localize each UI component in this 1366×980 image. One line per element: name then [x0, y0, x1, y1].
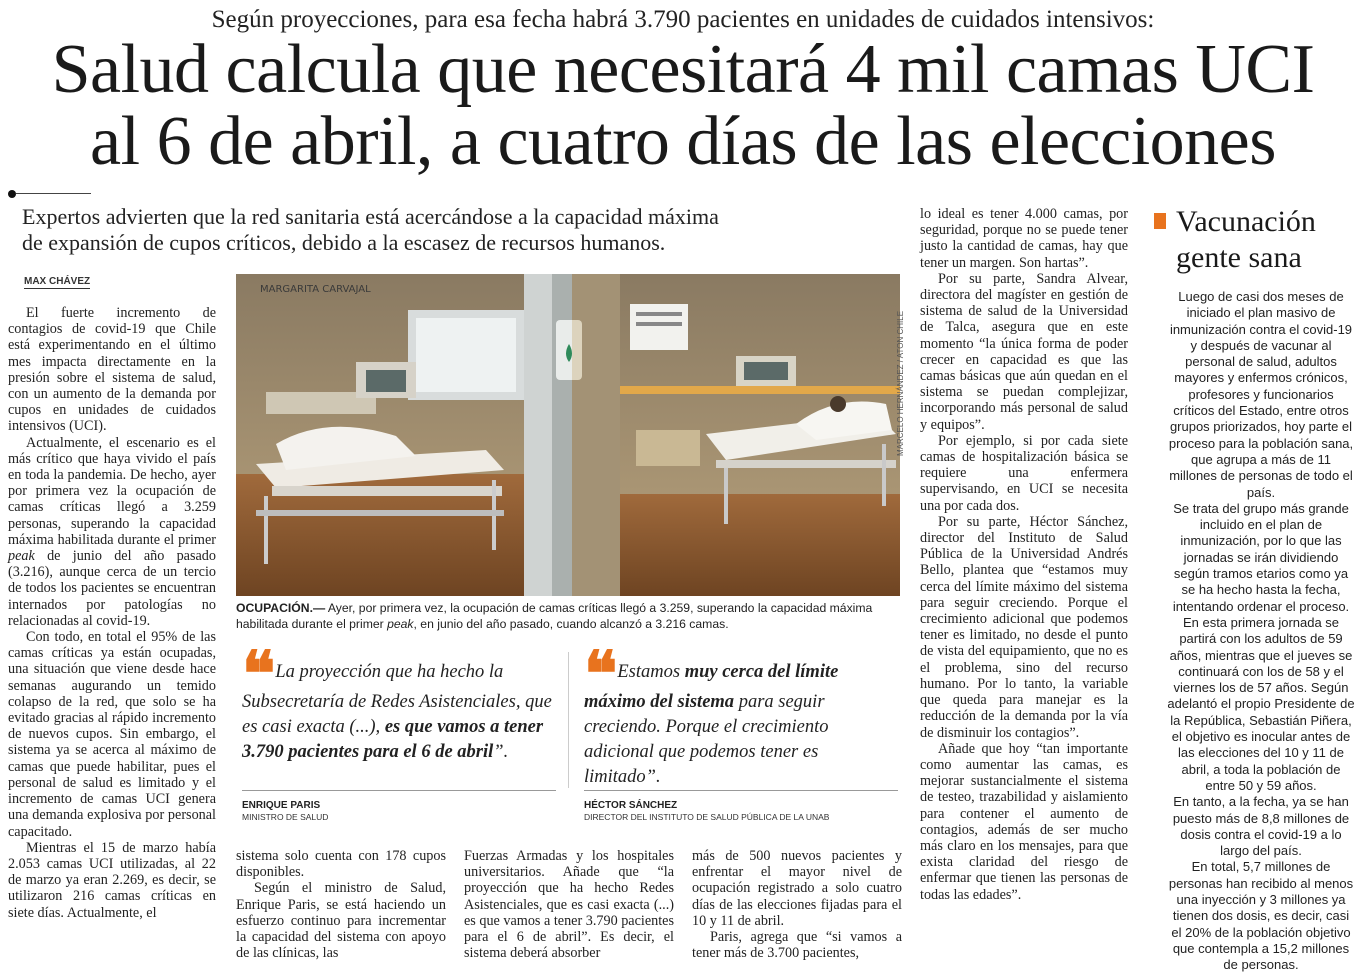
quote-mark-icon: ❝: [242, 641, 272, 709]
headline: [0, 31, 1366, 180]
photo-caption: OCUPACIÓN.— Ayer, por primera vez, la ocupación de camas críticas llegó a 3.259, superando la capacidad máxima habilitada durante el primer peak, en junio del año pasado, cuando alcanzó a 3.216 camas.: [236, 601, 873, 631]
article-column-5: [920, 206, 1128, 903]
paragraph: Se trata del grupo más grande incluido en el plan de inmunización, por lo que las jornadas se irán dividiendo según tramos etarios como ya se ha hecho hasta la fecha, intentando ordenar el proceso.: [1172, 500, 1350, 614]
kicker: Según proyecciones, para esa fecha habrá 3.790 pacientes en unidades de cuidados intensivos:: [211, 6, 1155, 33]
pull-quote-paris: ❝ La proyección que ha hecho la Subsecretaría de Redes Asistenciales, que es casi exacta (...), es que vamos a tener 3.790 pacientes para el 6 de abril”.: [242, 641, 552, 762]
article-column-4: [692, 848, 902, 961]
paragraph: Mientras el 15 de marzo había 2.053 camas UCI utilizadas, al 22 de marzo ya eran 2.269, es decir, se utilizaron 216 camas críticas en siete días. Actualmente, el: [8, 839, 216, 921]
paragraph: Añade que hoy “tan importante como aumentar las camas, es mejorar sustancialmente el sistema de testeo, trazabilidad y aislamiento para contener el aumento de contagios, además de ser mucho más claro en los mensajes, para que exista claridad del riesgo de enfermar que tienen las personas de todas las edades”.: [920, 740, 1128, 903]
byline: MAX CHÁVEZ: [24, 276, 91, 287]
paragraph: El fuerte incremento de contagios de covid-19 que Chile está experimentando en el último mes impacta directamente en la presión sobre el sistema de salud, con un aumento de la demanda por cupos en unidades de cuidados intensivos (UCI).: [8, 305, 216, 435]
paragraph: más de 500 nuevos pacientes y enfrentar el mayor nivel de ocupación registrado a solo cuatro días de las elecciones fijadas para el 10 y 11 de abril.: [692, 848, 902, 929]
deck-line-2: de expansión de cupos críticos, debido a la escasez de recursos humanos.: [22, 230, 666, 255]
deck: [22, 204, 902, 256]
icu-photo-illustration: [236, 274, 900, 596]
paragraph: lo ideal es tener 4.000 camas, por seguridad, porque no se puede tener justo la cantidad de camas, hay que tener un margen. Son hartas”.: [920, 206, 1128, 271]
pull-quote-sanchez: ❝ Estamos muy cerca del límite máximo del sistema para seguir creciendo. Porque el crecimiento adicional que podemos tener es limitado”.: [584, 641, 839, 787]
deck-line-1: Expertos advierten que la red sanitaria está acercándose a la capacidad máxima: [22, 204, 719, 229]
quote-source-role: DIRECTOR DEL INSTITUTO DE SALUD PÚBLICA DE LA UNAB: [584, 812, 830, 822]
glass-sign: MARGARITA CARVAJAL: [260, 284, 371, 295]
quote-source-role: MINISTRO DE SALUD: [242, 812, 329, 822]
paragraph: Según el ministro de Salud, Enrique Paris, se está haciendo un esfuerzo continuo para incrementar la capacidad del sistema con apoyo de las clínicas, las: [236, 880, 446, 962]
paragraph: Luego de casi dos meses de iniciado el plan masivo de inmunización contra el covid-19 y después de vacunar al personal de salud, adultos mayores y enfermos crónicos, profesores y funcionarios críticos del Estado, entre otros grupos priorizados, hoy parte el proceso para la población sana, que agrupa a más de 11 millones de personas de todo el país.: [1168, 289, 1354, 500]
rule-line: [16, 193, 91, 194]
paragraph: Por ejemplo, si por cada siete camas de hospitalización básica se requiere una enfermera supervisando, en UCI se necesita una por cada dos.: [920, 432, 1128, 514]
sidebar-body: [1166, 289, 1356, 973]
caption-label: OCUPACIÓN.—: [236, 601, 326, 615]
paragraph: sistema solo cuenta con 178 cupos disponibles.: [236, 848, 446, 881]
paragraph: Por su parte, Sandra Alvear, directora del magíster en gestión de sistema de salud de la Universidad de Talca, asegura que en este momento “la única forma de poder crecer en capacidad es que las camas básicas que aún quedan en el sistema se puedan complejizar, incorporando más personal de salud y equipos”.: [920, 270, 1128, 433]
article-column-1: [8, 305, 216, 921]
quote-rule: [584, 790, 898, 791]
paragraph: Paris, agrega que “si vamos a tener más de 3.700 pacientes,: [692, 929, 902, 962]
headline-line-2: al 6 de abril, a cuatro días de las elecciones: [90, 103, 1276, 180]
headline-line-1: Salud calcula que necesitará 4 mil camas UCI: [51, 31, 1315, 108]
paragraph: En tanto, a la fecha, ya se han puesto más de 8,8 millones de dosis contra el covid-19 a lo largo del país.: [1172, 794, 1350, 859]
rule-dot: [8, 190, 16, 198]
sidebar-title: Vacunación gente sana: [1176, 205, 1316, 274]
quote-rule: [242, 790, 556, 791]
quote-source-name: ENRIQUE PARIS: [242, 800, 321, 811]
paragraph: Actualmente, el escenario es el más crítico que haya vivido el país en toda la pandemia. De hecho, ayer por primera vez la ocupación de camas críticas llegó a 3.259 personas, superando la capacidad máxima habilitada durante el primer peak de junio del año pasado (3.216), aunque cerca de un tercio de todos los pacientes se encuentran internados por patologías no relacionadas al covid-19.: [8, 434, 216, 629]
paragraph: En esta primera jornada se partirá con los adultos de 59 años, mientras que el jueves se continuará con los de 58 y el viernes los de 57 años. Según adelantó el propio Presidente de la República, Sebastián Piñera, el objetivo es inocular antes de las elecciones del 10 y 11 de abril, a toda la población de entre 50 y 59 años.: [1167, 614, 1355, 793]
quote-divider: [568, 652, 569, 788]
sidebar-marker: [1154, 213, 1166, 229]
icu-photo: [236, 274, 900, 596]
article-column-2: [236, 848, 446, 961]
quote-mark-icon: ❝: [584, 641, 614, 709]
article-column-3: [464, 848, 674, 961]
quote-source-name: HÉCTOR SÁNCHEZ: [584, 800, 678, 811]
photo-credit: MARCELO HERNÁNDEZ / ATON CHILE: [896, 310, 905, 456]
paragraph: Por su parte, Héctor Sánchez, director del Instituto de Salud Pública de la Universidad Andrés Bello, plantea que “estamos muy cerca del límite máximo del sistema para seguir creciendo. Porque el crecimiento adicional que podemos tener es limitado, no desde el punto de vista del equipamiento, que no es el problema, sino del recurso humano. Por lo tanto, la variable que queda para manejar es la reducción de la demanda por la vía de disminuir los contagios”.: [920, 513, 1128, 741]
paragraph: Fuerzas Armadas y los hospitales universitarios. Añade que “la proyección que ha hecho Redes Asistenciales, que es casi exacta (...) es que vamos a tener 3.790 pacientes para el 6 de abril”. Es decir, el sistema deberá absorber: [464, 848, 674, 962]
paragraph: En total, 5,7 millones de personas han recibido al menos una inyección y 3 millones ya tienen dos dosis, es decir, casi el 20% de la población objetivo que contempla a 15,2 millones de personas.: [1168, 859, 1354, 973]
paragraph: Con todo, en total el 95% de las camas críticas ya están ocupadas, una situación que viene desde hace semanas augurando un temido colapso de la red, que solo se ha evitado gracias al rápido incremento de nuevos cupos. Sin embargo, el sistema ya se acerca al máximo de camas que puede habilitar, pues el personal de salud es limitado y el incremento de camas UCI genera una demanda explosiva por personal capacitado.: [8, 629, 216, 840]
